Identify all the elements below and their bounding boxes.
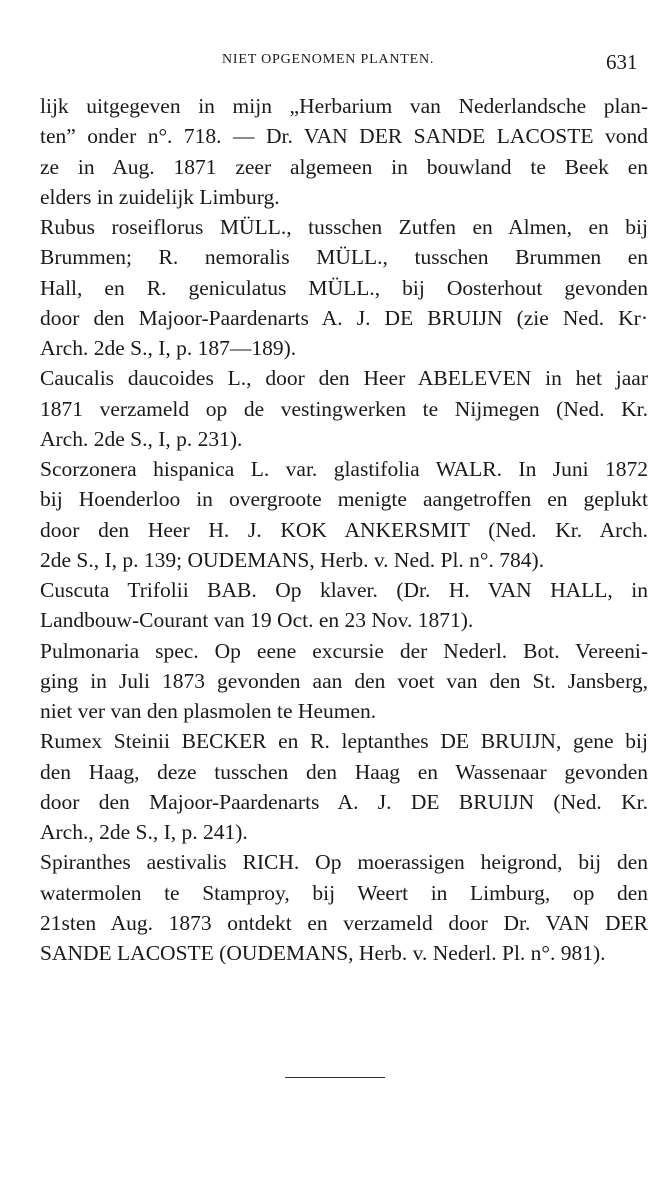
text-line: Arch. 2de S., I, p. 231). [40, 426, 243, 451]
text-line: ten” onder n°. 718. — Dr. VAN DER SANDE LACOSTE vond [40, 124, 648, 149]
text-line: Arch., 2de S., I, p. 241). [40, 820, 248, 844]
text-line: Rumex Steinii BECKER en R. leptanthes DE BRUIJN, gene bij [40, 729, 648, 754]
entry-scorzonera [40, 454, 648, 575]
entry-continuation [40, 91, 648, 212]
text-line: Scorzonera hispanica L. var. glastifolia WALR. In Juni 1872 [40, 457, 648, 481]
end-rule [285, 1077, 385, 1078]
text-line: Hall, en R. geniculatus MÜLL., bij Oosterhout gevonden [40, 275, 648, 300]
text-line: door den Majoor-Paardenarts A. J. DE BRUIJN (Ned. Kr. [40, 789, 648, 814]
text-line: Spiranthes aestivalis RICH. Op moerassigen heigrond, bij den [40, 850, 648, 875]
text-line: 1871 verzameld op de vestingwerken te Nijmegen (Ned. Kr. [40, 396, 648, 421]
text-line: watermolen te Stamproy, bij Weert in Limburg, op den [40, 880, 648, 905]
entry-pulmonaria [40, 636, 648, 727]
text-line: SANDE LACOSTE (OUDEMANS, Herb. v. Nederl. Pl. n°. 981). [40, 941, 606, 965]
text-line: door den Majoor-Paardenarts A. J. DE BRUIJN (zie Ned. Kr· [40, 305, 648, 330]
text-line: den Haag, deze tusschen den Haag en Wassenaar gevonden [40, 759, 648, 784]
text-body [40, 91, 648, 968]
text-line: Landbouw-Courant van 19 Oct. en 23 Nov. 1871). [40, 608, 474, 633]
entry-spiranthes [40, 847, 648, 968]
text-line: Rubus roseiflorus MÜLL., tusschen Zutfen en Almen, en bij [40, 215, 648, 239]
page-number: 631 [606, 50, 638, 74]
text-line: Arch. 2de S., I, p. 187—189). [40, 336, 297, 360]
text-line: ze in Aug. 1871 zeer algemeen in bouwland te Beek en [40, 154, 648, 179]
entry-cuscuta [40, 575, 648, 636]
text-line: 21sten Aug. 1873 ontdekt en verzameld door Dr. VAN DER [40, 910, 648, 935]
entry-rubus [40, 212, 648, 363]
text-line: Caucalis daucoides L., door den Heer ABELEVEN in het jaar [40, 366, 648, 391]
text-line: door den Heer H. J. KOK ANKERSMIT (Ned. Kr. Arch. [40, 517, 648, 542]
text-line: ging in Juli 1873 gevonden aan den voet van den St. Jansberg, [40, 668, 648, 693]
text-line: 2de S., I, p. 139; OUDEMANS, Herb. v. Ned. Pl. n°. 784). [40, 547, 545, 572]
entry-caucalis [40, 363, 648, 454]
running-title: NIET OPGENOMEN PLANTEN. [222, 52, 435, 67]
text-line: Brummen; R. nemoralis MÜLL., tusschen Brummen en [40, 245, 648, 270]
text-line: niet ver van den plasmolen te Heumen. [40, 699, 377, 723]
text-line: bij Hoenderloo in overgroote menigte aangetroffen en geplukt [40, 487, 648, 512]
text-line: Pulmonaria spec. Op eene excursie der Nederl. Bot. Vereeni- [40, 638, 648, 663]
text-line: Cuscuta Trifolii BAB. Op klaver. (Dr. H. VAN HALL, in [40, 578, 648, 602]
entry-rumex [40, 726, 648, 847]
text-line: elders in zuidelijk Limburg. [40, 184, 280, 209]
running-header [0, 50, 669, 80]
text-line: lijk uitgegeven in mijn „Herbarium van Nederlandsche plan- [40, 94, 648, 118]
